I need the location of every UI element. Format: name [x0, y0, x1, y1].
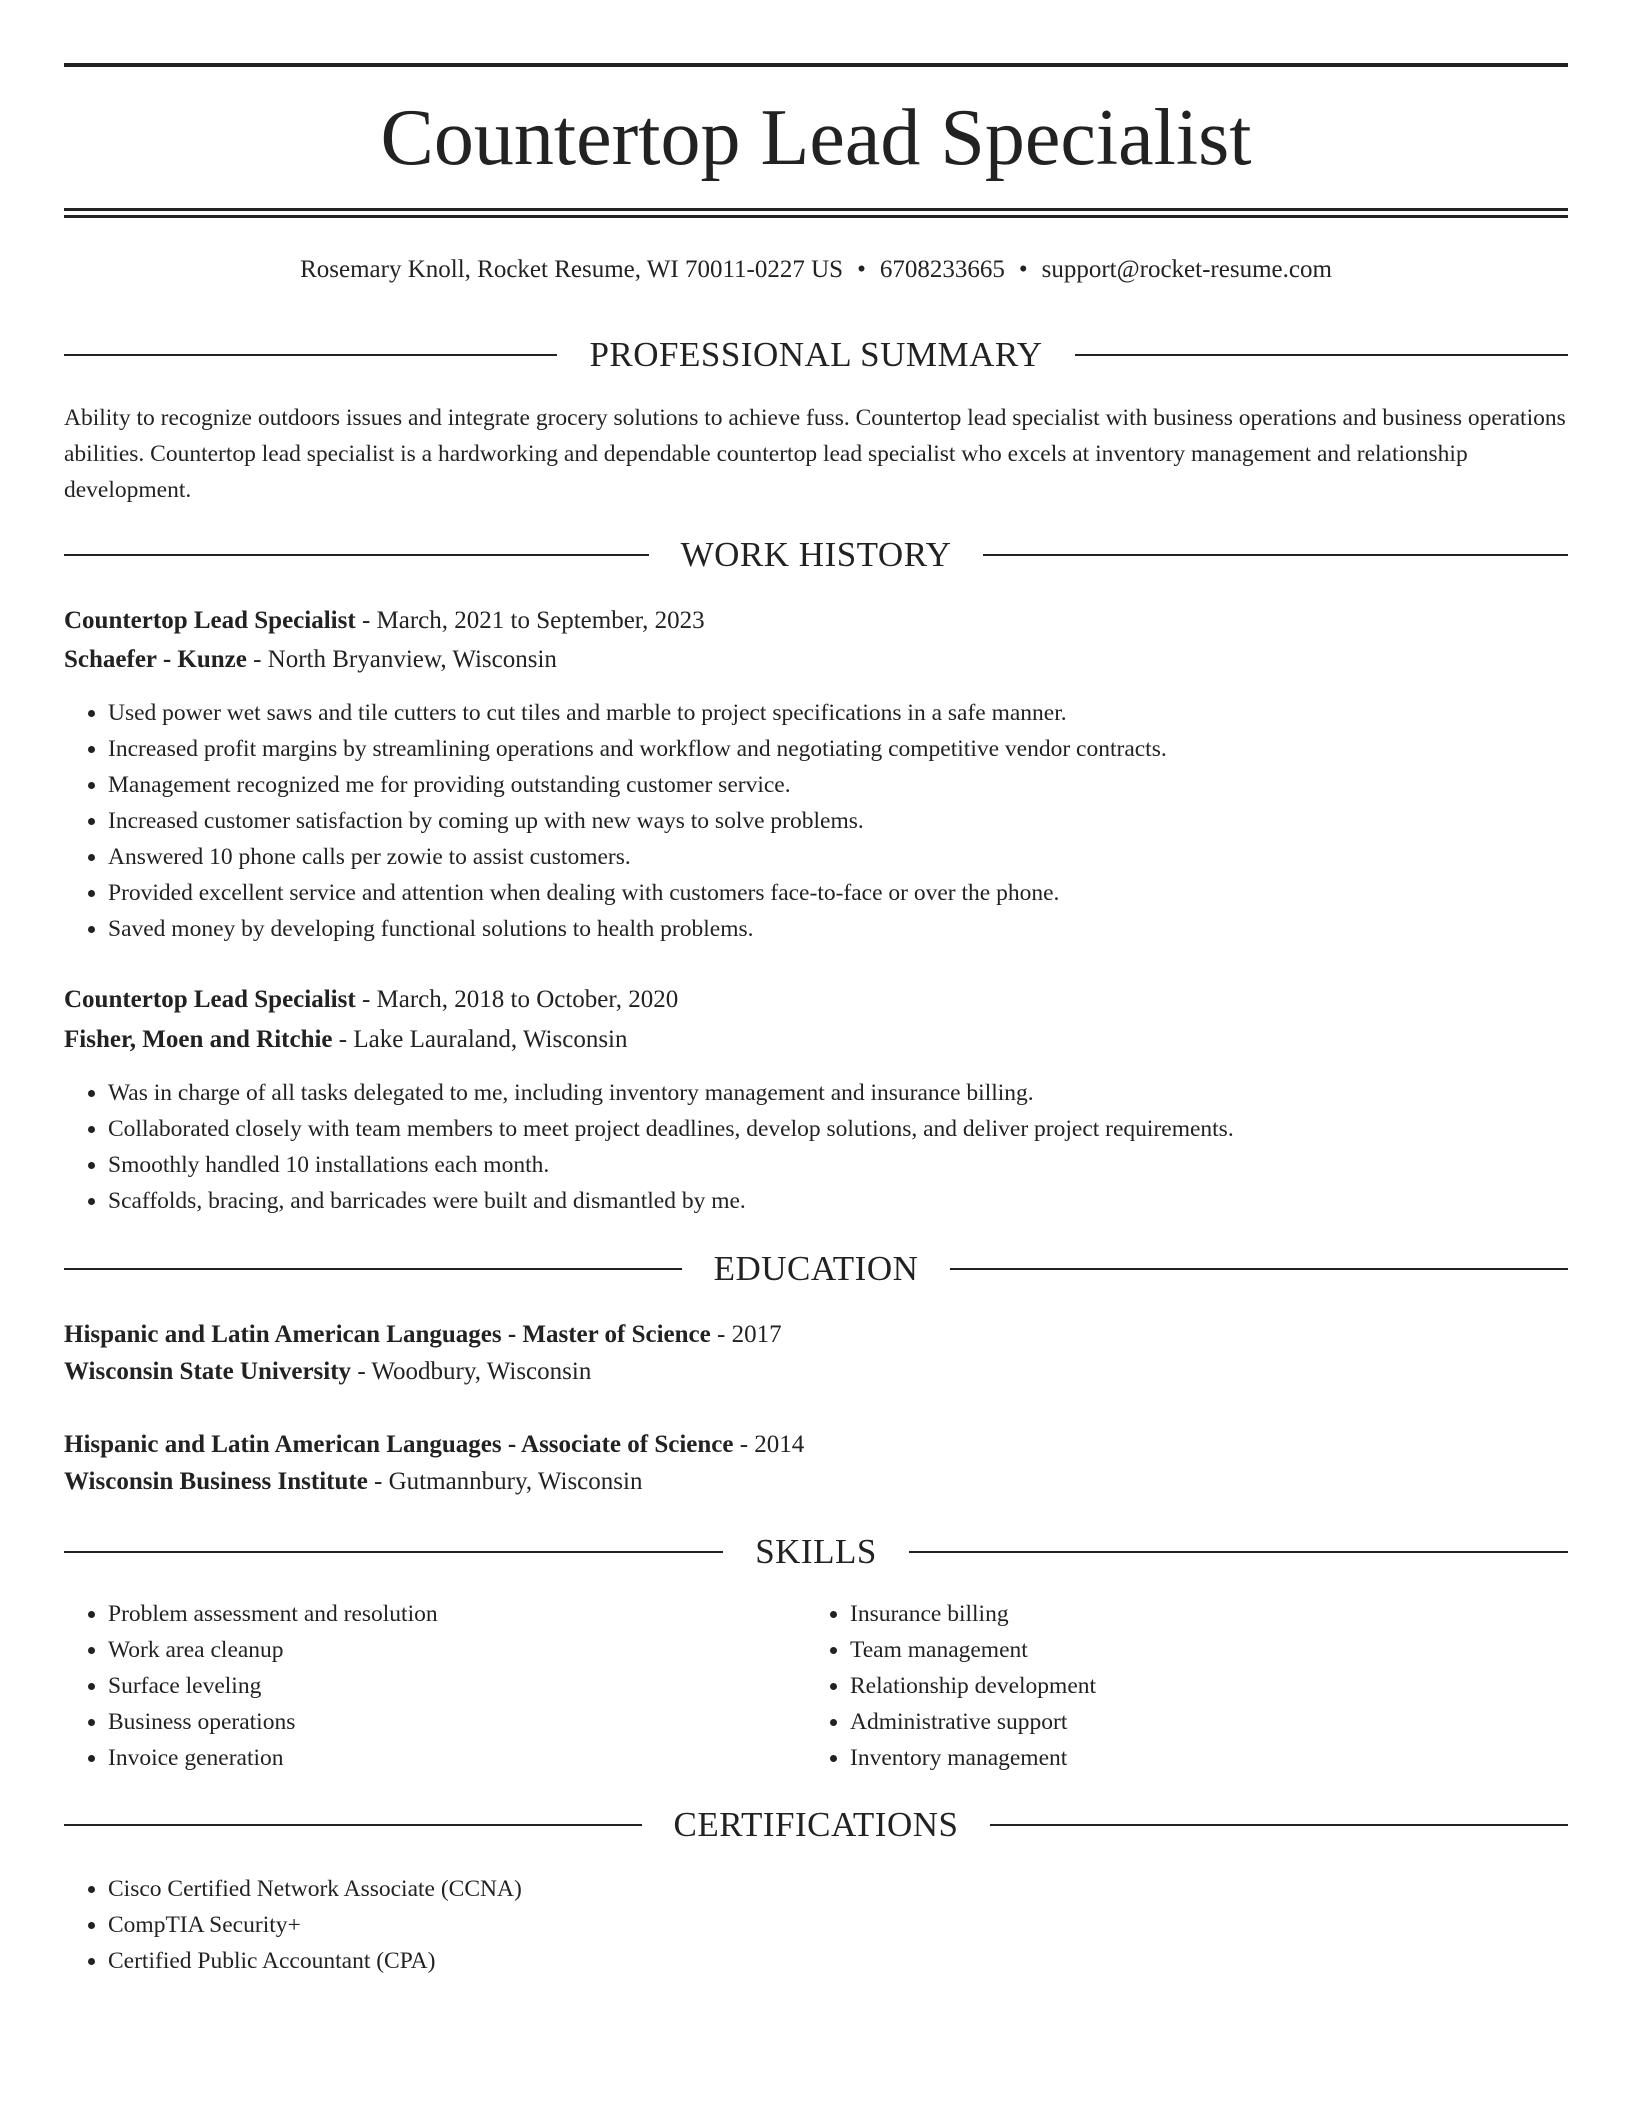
job-title: Countertop Lead Specialist — [64, 986, 356, 1013]
list-item: • Saved money by developing functional solutions to health problems. — [108, 911, 1612, 947]
job-location: - North Bryanview, Wisconsin — [246, 646, 557, 673]
summary-text: Ability to recognize outdoors issues and integrate grocery solutions to achieve fuss. Countertop lead specialist with business operations and business operations abilities. Countertop lead specialist is a hardworking and dependable countertop lead specialist who excels at inventory management and relationship development. — [64, 405, 1566, 503]
job-company-line — [64, 1022, 1568, 1058]
heading-rule — [64, 1824, 642, 1826]
heading-rule — [64, 554, 649, 556]
contact-separator: • — [857, 256, 866, 283]
list-item: • Inventory management — [850, 1740, 1096, 1776]
skills-list-right — [806, 1596, 1096, 1776]
heading-rule — [64, 1551, 723, 1553]
job-dates: - March, 2021 to September, 2023 — [355, 607, 705, 634]
list-item: • Collaborated closely with team members to meet project deadlines, develop solutions, and deliver project requirements. — [108, 1111, 1612, 1147]
list-item: • Problem assessment and resolution — [108, 1596, 438, 1632]
list-item: • Business operations — [108, 1704, 438, 1740]
section-title: SKILLS — [755, 1532, 877, 1571]
list-item: • Increased profit margins by streamlining operations and workflow and negotiating competitive vendor contracts. — [108, 731, 1612, 767]
list-item: • Administrative support — [850, 1704, 1096, 1740]
certifications-list — [64, 1871, 1612, 1979]
list-item: • Surface leveling — [108, 1668, 438, 1704]
contact-address: Rosemary Knoll, Rocket Resume, WI 70011-0227 US — [300, 256, 844, 283]
job-bullets — [64, 695, 1612, 947]
education-school-line — [64, 1354, 1568, 1390]
list-item: • Invoice generation — [108, 1740, 438, 1776]
heading-rule — [909, 1551, 1568, 1553]
education-degree-line — [64, 1427, 1568, 1463]
list-item: • Cisco Certified Network Associate (CCNA) — [108, 1871, 1612, 1907]
section-heading-certifications — [64, 1803, 1568, 1847]
section-title: WORK HISTORY — [680, 535, 952, 574]
education-year: - 2014 — [733, 1431, 805, 1458]
list-item: • Work area cleanup — [108, 1632, 438, 1668]
top-rule — [64, 63, 1568, 67]
section-title: PROFESSIONAL SUMMARY — [589, 335, 1043, 374]
section-heading-work — [64, 533, 1568, 577]
list-item: • Management recognized me for providing outstanding customer service. — [108, 767, 1612, 803]
education-school: Wisconsin State University — [64, 1358, 352, 1385]
section-heading-skills — [64, 1530, 1568, 1574]
contact-phone: 6708233665 — [879, 256, 1005, 283]
contact-line — [64, 252, 1568, 288]
heading-rule — [64, 354, 557, 356]
job-title: Countertop Lead Specialist — [64, 607, 356, 634]
education-location: - Gutmannbury, Wisconsin — [367, 1468, 643, 1495]
heading-rule — [950, 1268, 1568, 1270]
list-item: • Insurance billing — [850, 1596, 1096, 1632]
list-item: • Provided excellent service and attention when dealing with customers face-to-face or over the phone. — [108, 875, 1612, 911]
job-title-line — [64, 603, 1568, 639]
list-item: • CompTIA Security+ — [108, 1907, 1612, 1943]
education-degree-line — [64, 1317, 1568, 1353]
list-item: • Relationship development — [850, 1668, 1096, 1704]
job-company: Fisher, Moen and Ritchie — [64, 1026, 333, 1053]
job-dates: - March, 2018 to October, 2020 — [355, 986, 679, 1013]
list-item: • Scaffolds, bracing, and barricades were built and dismantled by me. — [108, 1183, 1612, 1219]
education-school: Wisconsin Business Institute — [64, 1468, 368, 1495]
skills-list-left — [64, 1596, 438, 1776]
job-company-line — [64, 642, 1568, 678]
list-item: • Increased customer satisfaction by coming up with new ways to solve problems. — [108, 803, 1612, 839]
section-title: EDUCATION — [713, 1249, 919, 1288]
section-heading-education — [64, 1247, 1568, 1291]
education-degree: Hispanic and Latin American Languages - Associate of Science — [64, 1431, 734, 1458]
list-item: • Team management — [850, 1632, 1096, 1668]
heading-rule — [1075, 354, 1568, 356]
list-item: • Was in charge of all tasks delegated to me, including inventory management and insurance billing. — [108, 1075, 1612, 1111]
title-rule-upper — [64, 208, 1568, 211]
heading-rule — [990, 1824, 1568, 1826]
job-bullets — [64, 1075, 1612, 1219]
list-item: • Certified Public Accountant (CPA) — [108, 1943, 1612, 1979]
list-item: • Answered 10 phone calls per zowie to assist customers. — [108, 839, 1612, 875]
resume-title: Countertop Lead Specialist — [380, 94, 1252, 182]
section-title: CERTIFICATIONS — [673, 1805, 959, 1844]
list-item: • Used power wet saws and tile cutters to cut tiles and marble to project specifications in a safe manner. — [108, 695, 1612, 731]
education-year: - 2017 — [710, 1321, 782, 1348]
education-school-line — [64, 1464, 1568, 1500]
contact-separator: • — [1018, 256, 1028, 283]
heading-rule — [983, 554, 1568, 556]
title-rule-lower — [64, 215, 1568, 218]
job-title-line — [64, 982, 1568, 1018]
education-location: - Woodbury, Wisconsin — [351, 1358, 592, 1385]
contact-email: support@rocket-resume.com — [1041, 256, 1332, 283]
job-location: - Lake Lauraland, Wisconsin — [332, 1026, 628, 1053]
education-degree: Hispanic and Latin American Languages - Master of Science — [64, 1321, 711, 1348]
section-heading-summary — [64, 333, 1568, 377]
job-company: Schaefer - Kunze — [64, 646, 247, 673]
list-item: • Smoothly handled 10 installations each month. — [108, 1147, 1612, 1183]
heading-rule — [64, 1268, 682, 1270]
